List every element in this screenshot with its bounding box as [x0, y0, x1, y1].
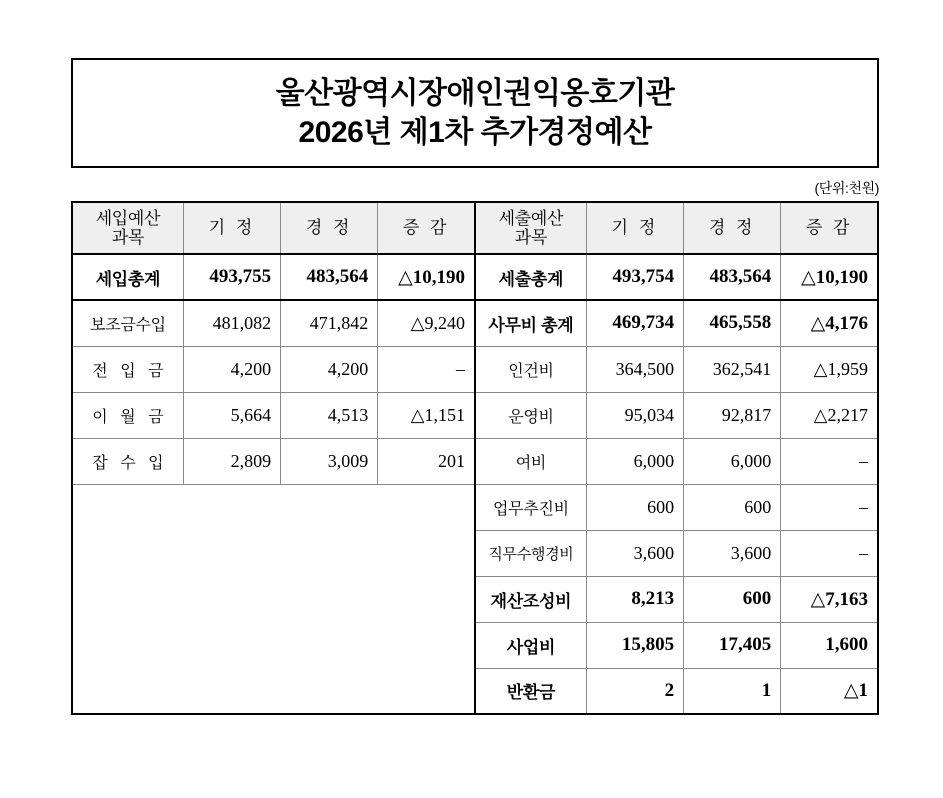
expenditure-change-cell: △7,163	[781, 576, 878, 622]
header-revenue-existing: 기 정	[183, 202, 280, 254]
expenditure-revised-cell: 17,405	[684, 622, 781, 668]
revenue-change-cell: △9,240	[378, 300, 475, 346]
revenue-change-cell: △1,151	[378, 392, 475, 438]
revenue-existing-cell: 4,200	[183, 346, 280, 392]
header-revenue-revised: 경 정	[281, 202, 378, 254]
expenditure-subject-cell: 재산조성비	[475, 576, 586, 622]
expenditure-subject-cell: 사무비 총계	[475, 300, 586, 346]
expenditure-revised-cell: 92,817	[684, 392, 781, 438]
table-row	[72, 346, 878, 392]
revenue-empty-block	[72, 484, 475, 714]
revenue-revised-cell: 4,200	[281, 346, 378, 392]
page-title-line-2: 2026년 제1차 추가경정예산	[298, 116, 652, 149]
table-row	[72, 300, 878, 346]
expenditure-subject-cell: 업무추진비	[475, 484, 586, 530]
table-header	[72, 202, 878, 254]
expenditure-change-cell: △10,190	[781, 254, 878, 300]
table-row	[72, 254, 878, 300]
expenditure-existing-cell: 8,213	[586, 576, 683, 622]
expenditure-change-cell: △4,176	[781, 300, 878, 346]
table-row	[72, 484, 878, 530]
header-revenue-subject-line1: 세입예산	[95, 208, 161, 228]
revenue-existing-cell: 481,082	[183, 300, 280, 346]
revenue-change-cell: △10,190	[378, 254, 475, 300]
revenue-revised-cell: 3,009	[281, 438, 378, 484]
revenue-subject-cell: 보조금수입	[72, 300, 183, 346]
revenue-revised-cell: 471,842	[281, 300, 378, 346]
header-expenditure-subject-line1: 세출예산	[498, 208, 564, 228]
revenue-existing-cell: 493,755	[183, 254, 280, 300]
table-row	[72, 438, 878, 484]
expenditure-revised-cell: 1	[684, 668, 781, 714]
expenditure-revised-cell: 362,541	[684, 346, 781, 392]
header-row	[72, 202, 878, 254]
expenditure-existing-cell: 600	[586, 484, 683, 530]
expenditure-existing-cell: 364,500	[586, 346, 683, 392]
expenditure-existing-cell: 15,805	[586, 622, 683, 668]
unit-note: (단위:천원)	[814, 180, 879, 196]
header-expenditure-subject-line2: 과목	[514, 228, 548, 247]
header-revenue-change: 증 감	[378, 202, 475, 254]
budget-table	[71, 201, 879, 715]
expenditure-change-cell: –	[781, 484, 878, 530]
expenditure-revised-cell: 6,000	[684, 438, 781, 484]
revenue-change-cell: 201	[378, 438, 475, 484]
expenditure-revised-cell: 600	[684, 576, 781, 622]
expenditure-subject-cell: 반환금	[475, 668, 586, 714]
revenue-subject-cell: 전 입 금	[72, 346, 183, 392]
header-expenditure-change: 증 감	[781, 202, 878, 254]
expenditure-subject-cell: 인건비	[475, 346, 586, 392]
revenue-existing-cell: 5,664	[183, 392, 280, 438]
expenditure-subject-cell: 사업비	[475, 622, 586, 668]
table-body	[72, 254, 878, 714]
revenue-existing-cell: 2,809	[183, 438, 280, 484]
header-expenditure-revised: 경 정	[684, 202, 781, 254]
expenditure-subject-cell: 직무수행경비	[475, 530, 586, 576]
table-row	[72, 392, 878, 438]
revenue-subject-cell: 잡 수 입	[72, 438, 183, 484]
expenditure-existing-cell: 469,734	[586, 300, 683, 346]
expenditure-subject-cell: 운영비	[475, 392, 586, 438]
header-expenditure-existing: 기 정	[586, 202, 683, 254]
expenditure-revised-cell: 600	[684, 484, 781, 530]
expenditure-subject-cell: 여비	[475, 438, 586, 484]
document-title-box	[71, 58, 879, 168]
expenditure-change-cell: 1,600	[781, 622, 878, 668]
expenditure-revised-cell: 3,600	[684, 530, 781, 576]
expenditure-existing-cell: 95,034	[586, 392, 683, 438]
revenue-change-cell: –	[378, 346, 475, 392]
header-revenue-subject	[72, 202, 183, 254]
expenditure-existing-cell: 6,000	[586, 438, 683, 484]
expenditure-change-cell: –	[781, 438, 878, 484]
expenditure-change-cell: –	[781, 530, 878, 576]
expenditure-existing-cell: 493,754	[586, 254, 683, 300]
revenue-subject-cell: 이 월 금	[72, 392, 183, 438]
expenditure-subject-cell: 세출총계	[475, 254, 586, 300]
revenue-subject-cell: 세입총계	[72, 254, 183, 300]
expenditure-change-cell: △2,217	[781, 392, 878, 438]
revenue-revised-cell: 483,564	[281, 254, 378, 300]
header-revenue-subject-line2: 과목	[111, 228, 145, 247]
expenditure-change-cell: △1,959	[781, 346, 878, 392]
expenditure-existing-cell: 3,600	[586, 530, 683, 576]
revenue-revised-cell: 4,513	[281, 392, 378, 438]
expenditure-existing-cell: 2	[586, 668, 683, 714]
expenditure-revised-cell: 465,558	[684, 300, 781, 346]
page-title-line-1: 울산광역시장애인권익옹호기관	[275, 77, 675, 110]
expenditure-revised-cell: 483,564	[684, 254, 781, 300]
expenditure-change-cell: △1	[781, 668, 878, 714]
header-expenditure-subject	[475, 202, 586, 254]
